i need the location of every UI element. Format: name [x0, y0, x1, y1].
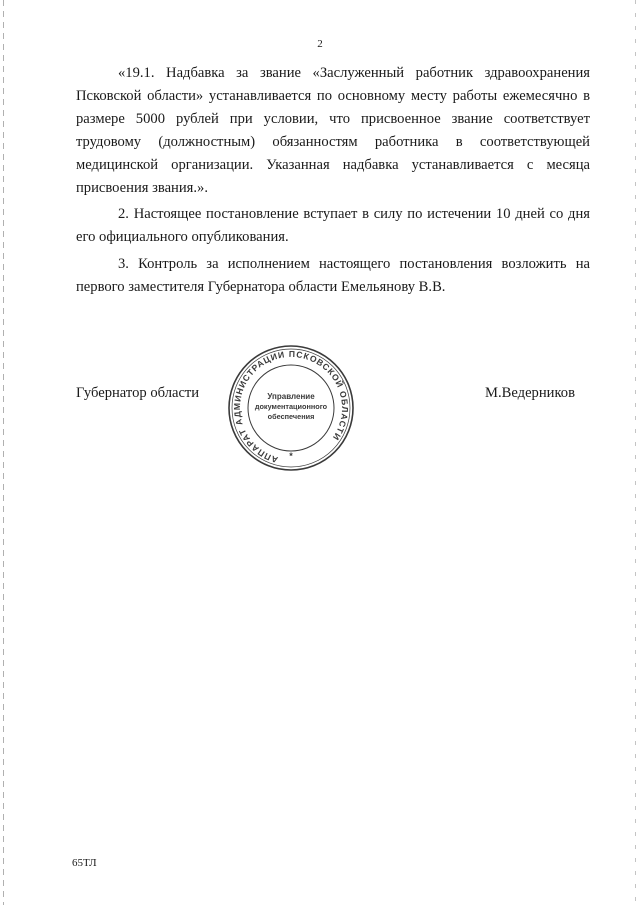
signatory-name: М.Ведерников: [485, 385, 575, 401]
seal-center-line-1: Управление: [267, 392, 315, 401]
scan-right-edge: [635, 0, 636, 905]
document-code: 65ТЛ: [72, 857, 97, 869]
paragraph-effective-date: 2. Настоящее постановление вступает в силу по истечении 10 дней со дня его официального опубликования.: [76, 206, 590, 246]
seal-ring-text: АППАРАТ АДМИНИСТРАЦИИ ПСКОВСКОЙ ОБЛАСТИ: [231, 348, 351, 466]
seal-center-line-2: документационного: [254, 402, 328, 411]
official-seal: [226, 343, 356, 471]
seal-center-line-3: обеспечения: [267, 412, 315, 421]
page-number: 2: [317, 38, 323, 50]
scan-left-edge: [3, 0, 4, 905]
seal-star: *: [289, 451, 293, 461]
document-body: [76, 62, 590, 303]
signatory-title: Губернатор области: [76, 385, 200, 401]
paragraph-19-1: «19.1. Надбавка за звание «Заслуженный работник здравоохранения Псковской области» устанавливается по основному месту работы ежемесячно в размере 5000 рублей при условии, что присвоенное звание соответствует трудовому (должностным) обязанностям работника в соответствующей медицинской организации. Указанная надбавка устанавливается с месяца присвоения звания.».: [76, 65, 590, 196]
paragraph-control: 3. Контроль за исполнением настоящего постановления возложить на первого заместителя Губернатора области Емельянову В.В.: [76, 256, 590, 296]
